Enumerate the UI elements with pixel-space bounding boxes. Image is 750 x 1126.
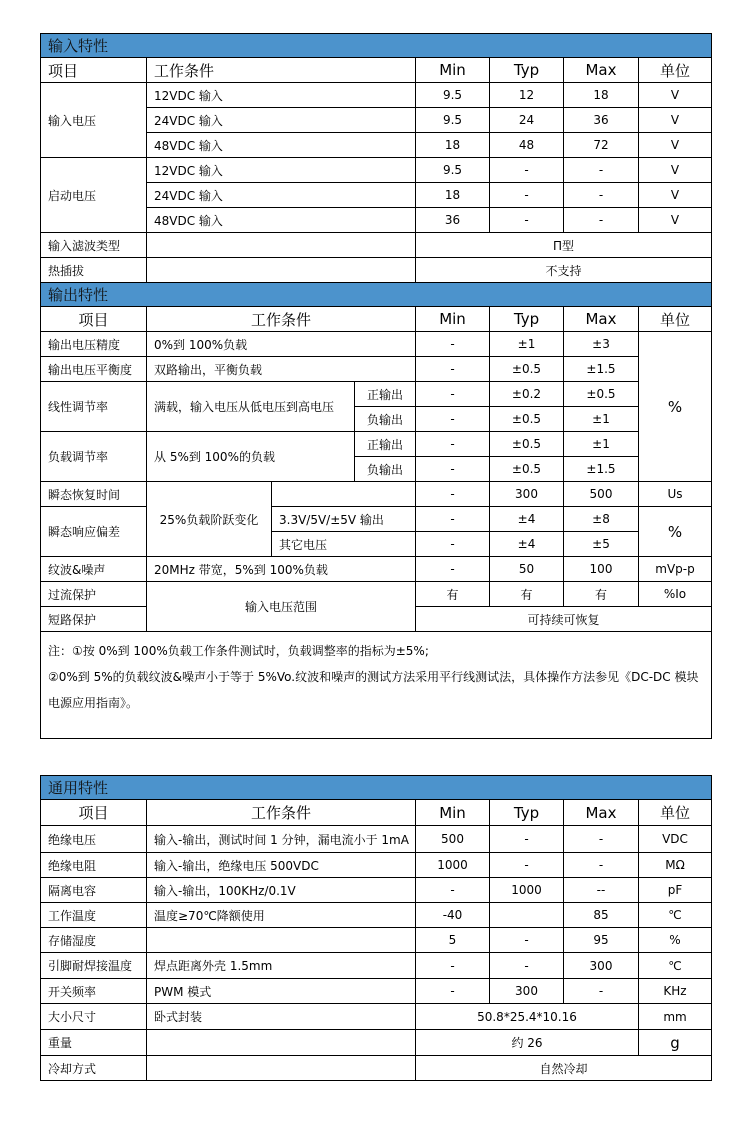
header-typ: Typ bbox=[490, 307, 564, 332]
cell-max: 100 bbox=[564, 557, 639, 582]
cell-typ: - bbox=[490, 853, 564, 878]
row-label-startup-voltage: 启动电压 bbox=[41, 158, 147, 233]
cell-condition bbox=[147, 928, 416, 953]
cell-max: -- bbox=[564, 878, 639, 903]
row-label-scp: 短路保护 bbox=[41, 607, 147, 632]
row-label-transient-recovery: 瞬态恢复时间 bbox=[41, 482, 147, 507]
row-label-size: 大小尺寸 bbox=[41, 1004, 147, 1030]
cell-max: - bbox=[564, 853, 639, 878]
table-row bbox=[41, 158, 712, 183]
cell-max: - bbox=[564, 158, 639, 183]
header-condition: 工作条件 bbox=[147, 58, 416, 83]
cell-unit: V bbox=[639, 158, 712, 183]
cell-max: - bbox=[564, 183, 639, 208]
row-label-filter: 输入滤波类型 bbox=[41, 233, 147, 258]
cell-empty bbox=[272, 482, 416, 507]
header-max: Max bbox=[564, 58, 639, 83]
cell-min: - bbox=[416, 482, 490, 507]
cell-unit: ℃ bbox=[639, 953, 712, 979]
table-row bbox=[41, 357, 712, 382]
note-1: 注：①按 0%到 100%负载工作条件测试时，负载调整率的指标为±5%; bbox=[48, 644, 429, 658]
table-row bbox=[41, 332, 712, 357]
note-2: ②0%到 5%的负载纹波&噪声小于等于 5%Vo.纹波和噪声的测试方法采用平行线测试法，具体操作方法参见《DC-DC 模块电源应用指南》。 bbox=[48, 670, 699, 710]
cell-typ: 300 bbox=[490, 979, 564, 1004]
table-row bbox=[41, 258, 712, 283]
cell-typ: - bbox=[490, 826, 564, 853]
row-label: 绝缘电压 bbox=[41, 826, 147, 853]
cell-min: - bbox=[416, 557, 490, 582]
cell-unit: ℃ bbox=[639, 903, 712, 928]
cell-max: ±0.5 bbox=[564, 382, 639, 407]
cell-sub: 负输出 bbox=[355, 407, 416, 432]
cell-sub: 正输出 bbox=[355, 432, 416, 457]
cell-sub: 其它电压 bbox=[272, 532, 416, 557]
table-row bbox=[41, 953, 712, 979]
cell-unit: MΩ bbox=[639, 853, 712, 878]
table-row bbox=[41, 83, 712, 108]
cell-typ: ±4 bbox=[490, 532, 564, 557]
cell-typ: 1000 bbox=[490, 878, 564, 903]
cell-unit: V bbox=[639, 208, 712, 233]
cell-typ: ±0.5 bbox=[490, 457, 564, 482]
cell-max: ±5 bbox=[564, 532, 639, 557]
cell-min: - bbox=[416, 953, 490, 979]
cell-unit: g bbox=[639, 1030, 712, 1056]
cell-min: - bbox=[416, 332, 490, 357]
cell-unit: % bbox=[639, 928, 712, 953]
cell-unit: V bbox=[639, 133, 712, 158]
table-row bbox=[41, 826, 712, 853]
header-unit: 单位 bbox=[639, 800, 712, 826]
cell-typ: ±0.5 bbox=[490, 357, 564, 382]
header-typ: Typ bbox=[490, 800, 564, 826]
table-row bbox=[41, 903, 712, 928]
notes bbox=[41, 632, 712, 739]
cell-typ: 48 bbox=[490, 133, 564, 158]
cell-condition: 输入-输出，测试时间 1 分钟，漏电流小于 1mA bbox=[147, 826, 416, 853]
header-row bbox=[41, 58, 712, 83]
row-label-hotplug: 热插拔 bbox=[41, 258, 147, 283]
cell-max: 有 bbox=[564, 582, 639, 607]
table-row bbox=[41, 979, 712, 1004]
cell-min: - bbox=[416, 532, 490, 557]
cell-protect-condition: 输入电压范围 bbox=[147, 582, 416, 632]
cell-empty bbox=[147, 233, 416, 258]
cell-typ: ±4 bbox=[490, 507, 564, 532]
table-row bbox=[41, 432, 712, 457]
cell-typ: - bbox=[490, 208, 564, 233]
cell-min: 9.5 bbox=[416, 158, 490, 183]
table-row bbox=[41, 382, 712, 407]
cell-condition: 24VDC 输入 bbox=[147, 108, 416, 133]
cell-min: - bbox=[416, 457, 490, 482]
cell-condition: 24VDC 输入 bbox=[147, 183, 416, 208]
cell-condition: 输入-输出，绝缘电压 500VDC bbox=[147, 853, 416, 878]
row-label: 存储湿度 bbox=[41, 928, 147, 953]
row-label-line-regulation: 线性调节率 bbox=[41, 382, 147, 432]
cell-max: - bbox=[564, 826, 639, 853]
row-label: 引脚耐焊接温度 bbox=[41, 953, 147, 979]
cell-size-value: 50.8*25.4*10.16 bbox=[416, 1004, 639, 1030]
cell-max: - bbox=[564, 979, 639, 1004]
cell-scp-value: 可持续可恢复 bbox=[416, 607, 712, 632]
cell-max: 85 bbox=[564, 903, 639, 928]
cell-min: 5 bbox=[416, 928, 490, 953]
header-typ: Typ bbox=[490, 58, 564, 83]
row-label-input-voltage: 输入电压 bbox=[41, 83, 147, 158]
cell-unit: Us bbox=[639, 482, 712, 507]
cell-max: 300 bbox=[564, 953, 639, 979]
header-max: Max bbox=[564, 307, 639, 332]
cell-min: 9.5 bbox=[416, 108, 490, 133]
cell-condition: PWM 模式 bbox=[147, 979, 416, 1004]
cell-typ: 12 bbox=[490, 83, 564, 108]
cell-min: 18 bbox=[416, 183, 490, 208]
row-label: 隔离电容 bbox=[41, 878, 147, 903]
spec-table-main bbox=[40, 33, 712, 739]
cell-typ: 24 bbox=[490, 108, 564, 133]
cell-unit: KHz bbox=[639, 979, 712, 1004]
header-row bbox=[41, 800, 712, 826]
row-label-accuracy: 输出电压精度 bbox=[41, 332, 147, 357]
cell-max: ±1 bbox=[564, 432, 639, 457]
cell-min: 18 bbox=[416, 133, 490, 158]
cell-typ: - bbox=[490, 953, 564, 979]
cell-min: -40 bbox=[416, 903, 490, 928]
cell-cooling-value: 自然冷却 bbox=[416, 1056, 712, 1081]
header-max: Max bbox=[564, 800, 639, 826]
cell-sub: 3.3V/5V/±5V 输出 bbox=[272, 507, 416, 532]
cell-typ: 50 bbox=[490, 557, 564, 582]
cell-min: - bbox=[416, 979, 490, 1004]
cell-max: ±3 bbox=[564, 332, 639, 357]
table-row bbox=[41, 582, 712, 607]
cell-min: 有 bbox=[416, 582, 490, 607]
cell-typ: ±1 bbox=[490, 332, 564, 357]
cell-condition: 双路输出，平衡负载 bbox=[147, 357, 416, 382]
table-row bbox=[41, 507, 712, 532]
header-condition: 工作条件 bbox=[147, 800, 416, 826]
cell-max: 36 bbox=[564, 108, 639, 133]
section-title-output: 输出特性 bbox=[41, 283, 712, 307]
cell-condition: 输入-输出，100KHz/0.1V bbox=[147, 878, 416, 903]
row-label: 工作温度 bbox=[41, 903, 147, 928]
header-min: Min bbox=[416, 800, 490, 826]
cell-typ: 有 bbox=[490, 582, 564, 607]
table-row bbox=[41, 928, 712, 953]
cell-unit: mm bbox=[639, 1004, 712, 1030]
row-label-transient-deviation: 瞬态响应偏差 bbox=[41, 507, 147, 557]
cell-min: - bbox=[416, 432, 490, 457]
cell-unit-percent: % bbox=[639, 332, 712, 482]
row-label-ripple: 纹波&噪声 bbox=[41, 557, 147, 582]
cell-min: - bbox=[416, 878, 490, 903]
cell-typ: ±0.2 bbox=[490, 382, 564, 407]
cell-hotplug-value: 不支持 bbox=[416, 258, 712, 283]
cell-condition: 0%到 100%负载 bbox=[147, 332, 416, 357]
table-row bbox=[41, 557, 712, 582]
cell-unit: %Io bbox=[639, 582, 712, 607]
header-min: Min bbox=[416, 58, 490, 83]
row-label-balance: 输出电压平衡度 bbox=[41, 357, 147, 382]
cell-filter-value: Π型 bbox=[416, 233, 712, 258]
row-label-weight: 重量 bbox=[41, 1030, 147, 1056]
header-unit: 单位 bbox=[639, 307, 712, 332]
header-item: 项目 bbox=[41, 307, 147, 332]
cell-typ: - bbox=[490, 158, 564, 183]
cell-condition: 48VDC 输入 bbox=[147, 208, 416, 233]
cell-typ: ±0.5 bbox=[490, 407, 564, 432]
cell-max: ±1 bbox=[564, 407, 639, 432]
row-label: 绝缘电阻 bbox=[41, 853, 147, 878]
row-label-cooling: 冷却方式 bbox=[41, 1056, 147, 1081]
cell-empty bbox=[147, 1030, 416, 1056]
cell-unit: mVp-p bbox=[639, 557, 712, 582]
cell-empty bbox=[147, 1056, 416, 1081]
cell-condition: 满载，输入电压从低电压到高电压 bbox=[147, 382, 355, 432]
cell-sub: 正输出 bbox=[355, 382, 416, 407]
cell-typ: - bbox=[490, 183, 564, 208]
cell-condition: 12VDC 输入 bbox=[147, 83, 416, 108]
row-label: 开关频率 bbox=[41, 979, 147, 1004]
header-condition: 工作条件 bbox=[147, 307, 416, 332]
cell-min: 36 bbox=[416, 208, 490, 233]
cell-unit: pF bbox=[639, 878, 712, 903]
cell-max: 72 bbox=[564, 133, 639, 158]
table-row bbox=[41, 1056, 712, 1081]
header-min: Min bbox=[416, 307, 490, 332]
cell-transient-condition: 25%负载阶跃变化 bbox=[147, 482, 272, 557]
cell-typ: - bbox=[490, 928, 564, 953]
cell-min: - bbox=[416, 407, 490, 432]
cell-max: 18 bbox=[564, 83, 639, 108]
cell-typ: 300 bbox=[490, 482, 564, 507]
cell-min: 500 bbox=[416, 826, 490, 853]
header-item: 项目 bbox=[41, 800, 147, 826]
cell-max: ±1.5 bbox=[564, 457, 639, 482]
table-row bbox=[41, 1030, 712, 1056]
table-row bbox=[41, 233, 712, 258]
cell-max: - bbox=[564, 208, 639, 233]
cell-weight-value: 约 26 bbox=[416, 1030, 639, 1056]
cell-empty bbox=[147, 258, 416, 283]
cell-condition: 48VDC 输入 bbox=[147, 133, 416, 158]
cell-typ bbox=[490, 903, 564, 928]
header-item: 项目 bbox=[41, 58, 147, 83]
cell-unit: V bbox=[639, 183, 712, 208]
cell-unit: V bbox=[639, 108, 712, 133]
cell-unit: V bbox=[639, 83, 712, 108]
cell-min: 9.5 bbox=[416, 83, 490, 108]
row-label-ocp: 过流保护 bbox=[41, 582, 147, 607]
cell-max: 500 bbox=[564, 482, 639, 507]
cell-min: 1000 bbox=[416, 853, 490, 878]
section-title-general: 通用特性 bbox=[41, 776, 712, 800]
row-label-load-regulation: 负载调节率 bbox=[41, 432, 147, 482]
cell-condition: 20MHz 带宽，5%到 100%负载 bbox=[147, 557, 416, 582]
note-row bbox=[41, 632, 712, 739]
cell-min: - bbox=[416, 507, 490, 532]
cell-condition: 温度≥70℃降额使用 bbox=[147, 903, 416, 928]
cell-max: ±1.5 bbox=[564, 357, 639, 382]
cell-unit-percent: % bbox=[639, 507, 712, 557]
spec-table-general bbox=[40, 775, 712, 1081]
cell-condition: 从 5%到 100%的负载 bbox=[147, 432, 355, 482]
table-row bbox=[41, 482, 712, 507]
cell-min: - bbox=[416, 382, 490, 407]
table-row bbox=[41, 878, 712, 903]
cell-condition: 12VDC 输入 bbox=[147, 158, 416, 183]
cell-condition: 焊点距离外壳 1.5mm bbox=[147, 953, 416, 979]
cell-unit: VDC bbox=[639, 826, 712, 853]
cell-sub: 负输出 bbox=[355, 457, 416, 482]
cell-typ: ±0.5 bbox=[490, 432, 564, 457]
table-row bbox=[41, 853, 712, 878]
table-row bbox=[41, 1004, 712, 1030]
cell-condition: 卧式封装 bbox=[147, 1004, 416, 1030]
section-title-input: 输入特性 bbox=[41, 34, 712, 58]
cell-min: - bbox=[416, 357, 490, 382]
cell-max: ±8 bbox=[564, 507, 639, 532]
header-row bbox=[41, 307, 712, 332]
cell-max: 95 bbox=[564, 928, 639, 953]
header-unit: 单位 bbox=[639, 58, 712, 83]
